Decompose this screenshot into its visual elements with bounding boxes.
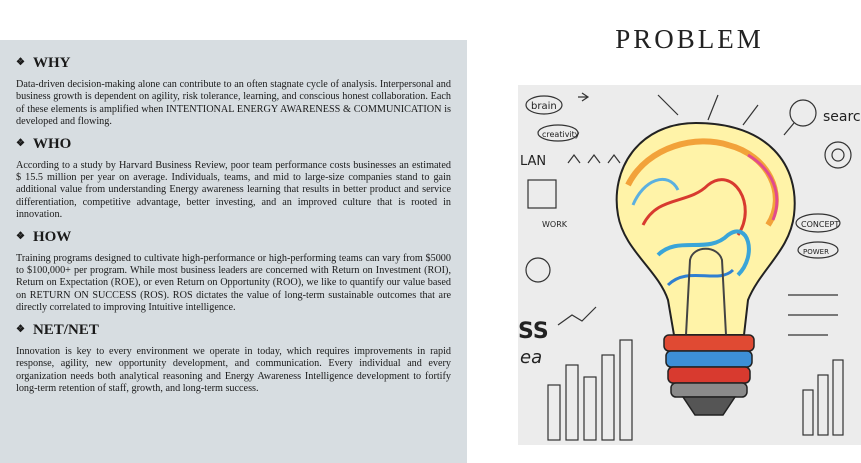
page-title: PROBLEM <box>615 24 764 54</box>
svg-text:searc: searc <box>823 109 861 125</box>
section-who <box>16 135 451 222</box>
section-body: According to a study by Harvard Business Review, poor team performance costs businesses an estimated $ 15.5 million per year on average. Individuals, teams, and mid to large-size companies stand to gain additional value from understanding Energy awareness learning that results in better product and service differentiation, competitive advantage, better investing, and an improved culture that is rooted in innovation. <box>16 159 451 221</box>
section-how <box>16 228 451 315</box>
section-body: Data-driven decision-making alone can contribute to an often stagnate cycle of analysis. Interpersonal and business growth is dependent on agility, risk tolerance, learning, and conscious honest collaboration. Each of these elements is amplified when INTENTIONAL ENERGY AWARENESS & COMMUNICATION is developed and flowing. <box>16 79 451 128</box>
text-panel <box>0 40 467 463</box>
problem-column <box>518 0 861 463</box>
section-heading <box>16 228 451 246</box>
heading-text: HOW <box>32 228 72 245</box>
diamond-bullet-icon: ❖ <box>16 137 25 149</box>
svg-text:WORK: WORK <box>542 220 568 229</box>
diamond-bullet-icon: ❖ <box>16 323 25 335</box>
svg-text:SS: SS <box>518 319 549 344</box>
svg-text:LAN: LAN <box>520 154 547 169</box>
section-netnet <box>16 321 451 396</box>
heading-text: WHY <box>32 55 71 71</box>
section-body: Innovation is key to every environment we operate in today, which requires improvements in rapid response, agility, new opportunity development, and communication. Every individual and every organization needs both analytical reasoning and Energy Awareness Intelligence development to fortify long-term retention of staff, growth, and long-term success. <box>16 345 451 394</box>
diamond-bullet-icon: ❖ <box>16 57 25 68</box>
section-heading <box>16 321 451 339</box>
svg-text:POWER: POWER <box>803 248 829 256</box>
lightbulb-illustration <box>518 85 861 445</box>
svg-text:creativity: creativity <box>542 130 580 139</box>
section-heading <box>16 135 451 153</box>
lightbulb-sketch-icon <box>518 85 861 445</box>
diamond-bullet-icon: ❖ <box>16 230 25 242</box>
heading-text: WHO <box>32 135 72 152</box>
svg-text:ea: ea <box>520 347 543 368</box>
section-why <box>16 54 451 129</box>
section-body: Training programs designed to cultivate high-performance or high-performing teams can vary from $5000 to $100,000+ per program. While most business leaders are concerned with Return on Investment (ROI), Return on Expectation (ROE), or even Return on Opportunity (ROO), we like to quantify our value based on RETURN ON SUCCESS (ROS). ROS dictates the value of long-term sustainable outcomes that are directly correlated to improving Intuitive intelligence. <box>16 252 451 314</box>
section-heading <box>16 54 451 72</box>
heading-text: NET/NET <box>32 321 99 338</box>
svg-text:brain: brain <box>531 101 557 112</box>
svg-text:CONCEPT: CONCEPT <box>801 220 840 229</box>
